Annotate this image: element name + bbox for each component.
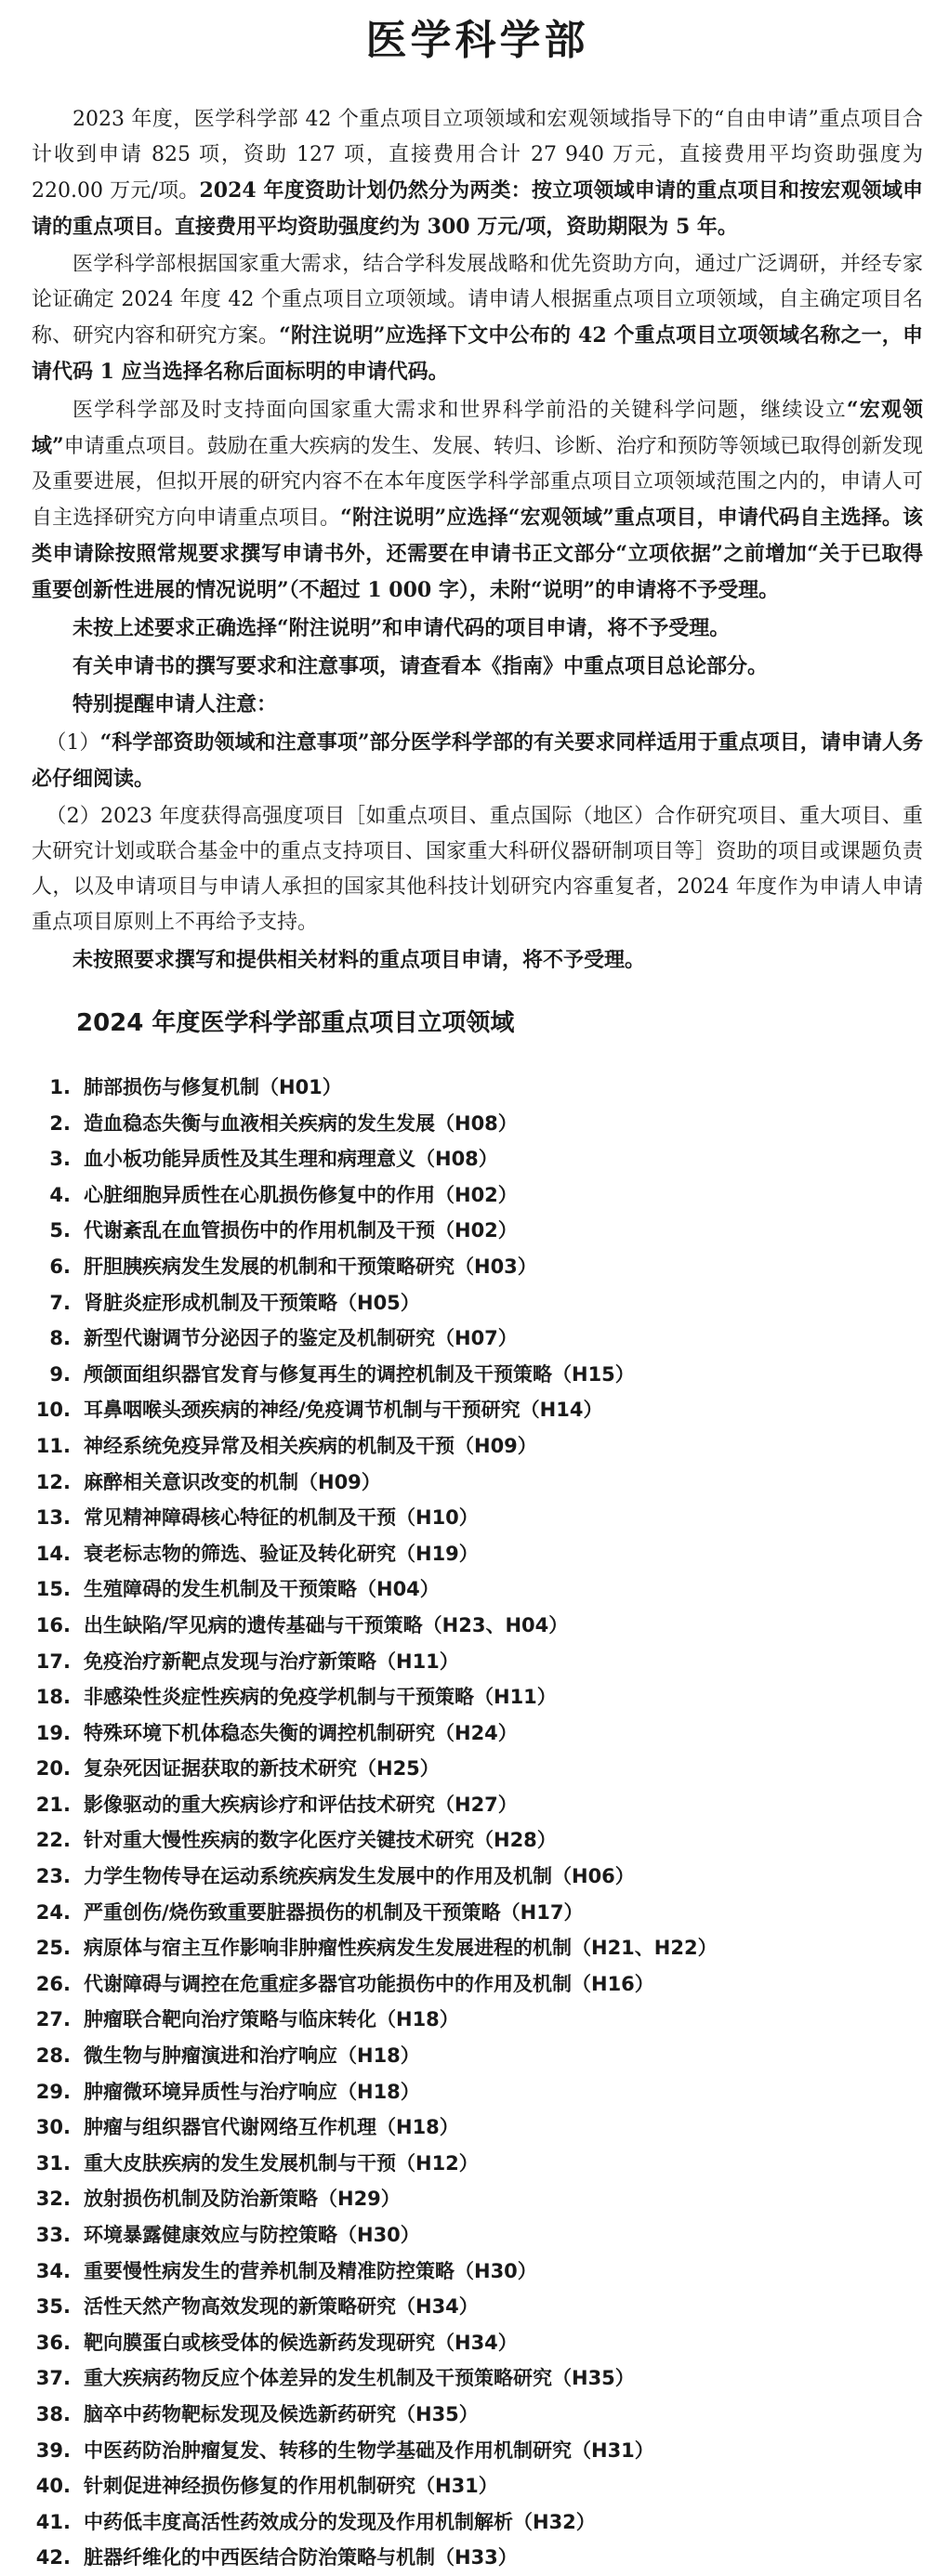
text-run: 申请重点项目。鼓励在重大疾病的发生、发展、转归、诊断、治疗和预防等领域已取得创新发现及重要进展，但拟开展的研究内容不在本年度医学科学部重点项目立项领域范围之内的，申请人可自主选择研究方向申请重点项目。 xyxy=(32,435,923,530)
research-area-item xyxy=(32,1608,923,1644)
item-number: 12. xyxy=(35,1470,71,1493)
item-number: 1. xyxy=(49,1076,71,1098)
item-text: 特殊环境下机体稳态失衡的调控机制研究（H24） xyxy=(84,1721,518,1744)
research-area-item xyxy=(32,2254,923,2290)
item-number: 20. xyxy=(35,1757,71,1781)
text-run: 2023 年度，医学科学部 42 个重点项目立项领域和宏观领域指导下的“自由申请”重点项目合计收到申请 825 项，资助 127 项，直接费用合计 27 940 万元，直接费用平均资助强度为 220.00 万元/项。 xyxy=(32,108,923,203)
research-area-item xyxy=(32,1859,923,1895)
research-area-item xyxy=(32,1428,923,1465)
bold-text: 未按照要求撰写和提供相关材料的重点项目申请，将不予受理。 xyxy=(72,948,646,972)
item-text: 复杂死因证据获取的新技术研究（H25） xyxy=(84,1757,440,1781)
item-number: 25. xyxy=(35,1937,71,1960)
item-text: 麻醉相关意识改变的机制（H09） xyxy=(84,1470,381,1493)
paragraph xyxy=(32,725,923,797)
item-text: 耳鼻咽喉头颈疾病的神经/免疫调节机制与干预研究（H14） xyxy=(84,1399,603,1422)
item-number: 34. xyxy=(35,2259,71,2282)
item-number: 29. xyxy=(35,2080,71,2103)
research-area-item xyxy=(32,1571,923,1608)
item-text: 肝胆胰疾病发生发展的机制和干预策略研究（H03） xyxy=(84,1255,537,1278)
item-text: 重要慢性病发生的营养机制及精准防控策略（H30） xyxy=(84,2259,537,2282)
research-area-item xyxy=(32,2181,923,2217)
item-number: 35. xyxy=(35,2295,71,2319)
item-number: 8. xyxy=(49,1327,71,1350)
item-number: 10. xyxy=(35,1399,71,1422)
research-area-item xyxy=(32,2038,923,2074)
research-area-item xyxy=(32,2109,923,2146)
item-text: 代谢紊乱在血管损伤中的作用机制及干预（H02） xyxy=(84,1219,518,1242)
item-number: 23. xyxy=(35,1865,71,1888)
bold-text: 特别提醒申请人注意： xyxy=(72,692,278,716)
item-number: 39. xyxy=(35,2438,71,2462)
item-text: 靶向膜蛋白或核受体的候选新药发现研究（H34） xyxy=(84,2331,518,2354)
item-text: 肿瘤与组织器官代谢网络互作机理（H18） xyxy=(84,2116,459,2139)
item-number: 4. xyxy=(49,1183,71,1206)
item-text: 肺部损伤与修复机制（H01） xyxy=(84,1076,342,1098)
research-area-item xyxy=(32,1822,923,1859)
bold-text: “科学部资助领域和注意事项”部分医学科学部的有关要求同样适用于重点项目，请申请人务必仔细阅读。 xyxy=(32,730,924,791)
text-run: 医学科学部及时支持面向国家重大需求和世界科学前沿的关键科学问题，继续设立 xyxy=(72,399,847,422)
bold-text: “附注说明”应选择下文中公布的 42 个重点项目立项领域名称之一，申请代码 1 应当选择名称后面标明的申请代码。 xyxy=(32,323,923,384)
item-number: 15. xyxy=(35,1578,71,1601)
research-area-item xyxy=(32,1751,923,1787)
item-number: 9. xyxy=(49,1362,71,1386)
item-number: 32. xyxy=(35,2188,71,2211)
item-number: 30. xyxy=(35,2116,71,2139)
paragraph xyxy=(32,392,923,609)
item-text: 中医药防治肿瘤复发、转移的生物学基础及作用机制研究（H31） xyxy=(84,2438,654,2462)
paragraph xyxy=(32,611,923,647)
research-area-item xyxy=(32,1536,923,1572)
research-area-item xyxy=(32,2433,923,2469)
item-number: 40. xyxy=(35,2475,71,2498)
research-area-item xyxy=(32,1500,923,1536)
research-area-item xyxy=(32,1106,923,1142)
item-text: 生殖障碍的发生机制及干预策略（H04） xyxy=(84,1578,440,1601)
section-title: 2024 年度医学科学部重点项目立项领域 xyxy=(76,1009,515,1037)
paragraph xyxy=(32,942,923,979)
intro-paragraphs xyxy=(32,102,923,979)
research-area-item xyxy=(32,1321,923,1357)
item-text: 心脏细胞异质性在心肌损伤修复中的作用（H02） xyxy=(84,1183,518,1206)
item-text: 活性天然产物高效发现的新策略研究（H34） xyxy=(84,2295,479,2319)
research-area-item xyxy=(32,1465,923,1501)
text-run: 医学科学部根据国家重大需求，结合学科发展战略和优先资助方向，通过广泛调研，并经专家论证确定 2024 年度 42 个重点项目立项领域。请申请人根据重点项目立项领域，自主确定项目名称、研究内容和研究方案。 xyxy=(32,253,923,348)
research-area-item xyxy=(32,1715,923,1752)
item-number: 33. xyxy=(35,2224,71,2246)
item-text: 针刺促进神经损伤修复的作用机制研究（H31） xyxy=(84,2475,498,2498)
item-number: 5. xyxy=(49,1219,71,1242)
item-number: 22. xyxy=(35,1829,71,1852)
research-area-item xyxy=(32,1787,923,1823)
item-number: 7. xyxy=(49,1291,71,1314)
item-text: 出生缺陷/罕见病的遗传基础与干预策略（H23、H04） xyxy=(84,1613,569,1636)
text-run: （1） xyxy=(46,731,100,755)
item-text: 新型代谢调节分泌因子的鉴定及机制研究（H07） xyxy=(84,1327,518,1350)
item-text: 微生物与肿瘤演进和治疗响应（H18） xyxy=(84,2044,420,2068)
research-area-item xyxy=(32,1895,923,1931)
item-text: 中药低丰度高活性药效成分的发现及作用机制解析（H32） xyxy=(84,2510,596,2533)
research-area-item xyxy=(32,2504,923,2541)
item-text: 病原体与宿主互作影响非肿瘤性疾病发生发展进程的机制（H21、H22） xyxy=(84,1937,718,1960)
research-area-list xyxy=(32,1070,923,2576)
research-area-item xyxy=(32,1249,923,1285)
item-text: 脑卒中药物靶标发现及候选新药研究（H35） xyxy=(84,2402,479,2425)
paragraph xyxy=(32,799,923,940)
page-title: 医学科学部 xyxy=(365,17,589,64)
item-text: 肿瘤联合靶向治疗策略与临床转化（H18） xyxy=(84,2008,459,2031)
research-area-item xyxy=(32,1213,923,1249)
research-area-item xyxy=(32,2074,923,2110)
paragraph xyxy=(32,247,923,390)
bold-text: 有关申请书的撰写要求和注意事项，请查看本《指南》中重点项目总论部分。 xyxy=(72,654,769,678)
item-number: 11. xyxy=(35,1434,71,1457)
item-number: 17. xyxy=(35,1649,71,1673)
item-text: 影像驱动的重大疾病诊疗和评估技术研究（H27） xyxy=(84,1793,518,1816)
research-area-item xyxy=(32,2146,923,2182)
item-number: 31. xyxy=(35,2151,71,2175)
paragraph xyxy=(32,687,923,723)
item-text: 衰老标志物的筛选、验证及转化研究（H19） xyxy=(84,1542,479,1565)
item-number: 27. xyxy=(35,2008,71,2031)
item-text: 严重创伤/烧伤致重要脏器损伤的机制及干预策略（H17） xyxy=(84,1900,584,1924)
item-number: 6. xyxy=(49,1255,71,1278)
item-text: 颅颌面组织器官发育与修复再生的调控机制及干预策略（H15） xyxy=(84,1362,635,1386)
research-area-item xyxy=(32,2289,923,2325)
research-area-item xyxy=(32,2360,923,2397)
item-text: 针对重大慢性疾病的数字化医疗关键技术研究（H28） xyxy=(84,1829,557,1852)
item-number: 19. xyxy=(35,1721,71,1744)
item-text: 非感染性炎症性疾病的免疫学机制与干预策略（H11） xyxy=(84,1686,557,1709)
item-number: 26. xyxy=(35,1972,71,1995)
item-text: 代谢障碍与调控在危重症多器官功能损伤中的作用及机制（H16） xyxy=(84,1972,654,1995)
research-area-item xyxy=(32,1285,923,1321)
item-number: 38. xyxy=(35,2402,71,2425)
item-number: 41. xyxy=(35,2510,71,2533)
bold-text: “宏观领域” xyxy=(32,398,923,458)
item-text: 脏器纤维化的中西医结合防治策略与机制（H33） xyxy=(84,2546,518,2569)
research-area-item xyxy=(32,2397,923,2433)
item-number: 24. xyxy=(35,1900,71,1924)
research-area-item xyxy=(32,1930,923,1966)
research-area-item xyxy=(32,1392,923,1428)
research-area-item xyxy=(32,2325,923,2361)
item-number: 3. xyxy=(49,1148,71,1171)
research-area-item xyxy=(32,2540,923,2576)
item-text: 重大疾病药物反应个体差异的发生机制及干预策略研究（H35） xyxy=(84,2367,635,2390)
item-number: 28. xyxy=(35,2044,71,2068)
item-text: 肿瘤微环境异质性与治疗响应（H18） xyxy=(84,2080,420,2103)
item-number: 36. xyxy=(35,2331,71,2354)
item-number: 42. xyxy=(35,2546,71,2569)
research-area-item xyxy=(32,1177,923,1214)
item-text: 造血稳态失衡与血液相关疾病的发生发展（H08） xyxy=(84,1111,518,1135)
research-area-item xyxy=(32,1644,923,1680)
item-number: 18. xyxy=(35,1686,71,1709)
bold-text: “附注说明”应选择“宏观领域”重点项目，申请代码自主选择。该类申请除按照常规要求撰写申请书外，还需要在申请书正文部分“立项依据”之前增加“关于已取得重要创新性进展的情况说明”（不超过 1 000 字），未附“说明”的申请将不予受理。 xyxy=(32,506,923,602)
item-text: 常见精神障碍核心特征的机制及干预（H10） xyxy=(84,1506,479,1530)
item-text: 环境暴露健康效应与防控策略（H30） xyxy=(84,2224,420,2246)
research-area-item xyxy=(32,1679,923,1715)
item-number: 13. xyxy=(35,1506,71,1530)
item-number: 37. xyxy=(35,2367,71,2390)
research-area-item xyxy=(32,1357,923,1393)
research-area-item xyxy=(32,1070,923,1106)
paragraph xyxy=(32,649,923,685)
item-text: 血小板功能异质性及其生理和病理意义（H08） xyxy=(84,1148,498,1171)
bold-text: 未按上述要求正确选择“附注说明”和申请代码的项目申请，将不予受理。 xyxy=(72,616,731,640)
item-text: 力学生物传导在运动系统疾病发生发展中的作用及机制（H06） xyxy=(84,1865,635,1888)
item-number: 14. xyxy=(35,1542,71,1565)
item-text: 放射损伤机制及防治新策略（H29） xyxy=(84,2188,401,2211)
item-number: 21. xyxy=(35,1793,71,1816)
paragraph xyxy=(32,102,923,245)
item-text: 免疫治疗新靶点发现与治疗新策略（H11） xyxy=(84,1649,459,1673)
research-area-item xyxy=(32,1141,923,1177)
item-text: 神经系统免疫异常及相关疾病的机制及干预（H09） xyxy=(84,1434,537,1457)
research-area-item xyxy=(32,2217,923,2254)
item-number: 2. xyxy=(49,1111,71,1135)
research-area-item xyxy=(32,1966,923,2003)
bold-text: 2024 年度资助计划仍然分为两类：按立项领域申请的重点项目和按宏观领域申请的重点项目。直接费用平均资助强度约为 300 万元/项，资助期限为 5 年。 xyxy=(32,178,923,239)
item-number: 16. xyxy=(35,1613,71,1636)
text-run: （2）2023 年度获得高强度项目［如重点项目、重点国际（地区）合作研究项目、重大项目、重大研究计划或联合基金中的重点支持项目、国家重大科研仪器研制项目等］资助的项目或课题负责人，以及申请项目与申请人承担的国家其他科技计划研究内容重复者，2024 年度作为申请人申请重点项目原则上不再给予支持。 xyxy=(32,805,923,934)
research-area-item xyxy=(32,2002,923,2038)
item-text: 重大皮肤疾病的发生发展机制与干预（H12） xyxy=(84,2151,479,2175)
research-area-item xyxy=(32,2468,923,2504)
item-text: 肾脏炎症形成机制及干预策略（H05） xyxy=(84,1291,420,1314)
